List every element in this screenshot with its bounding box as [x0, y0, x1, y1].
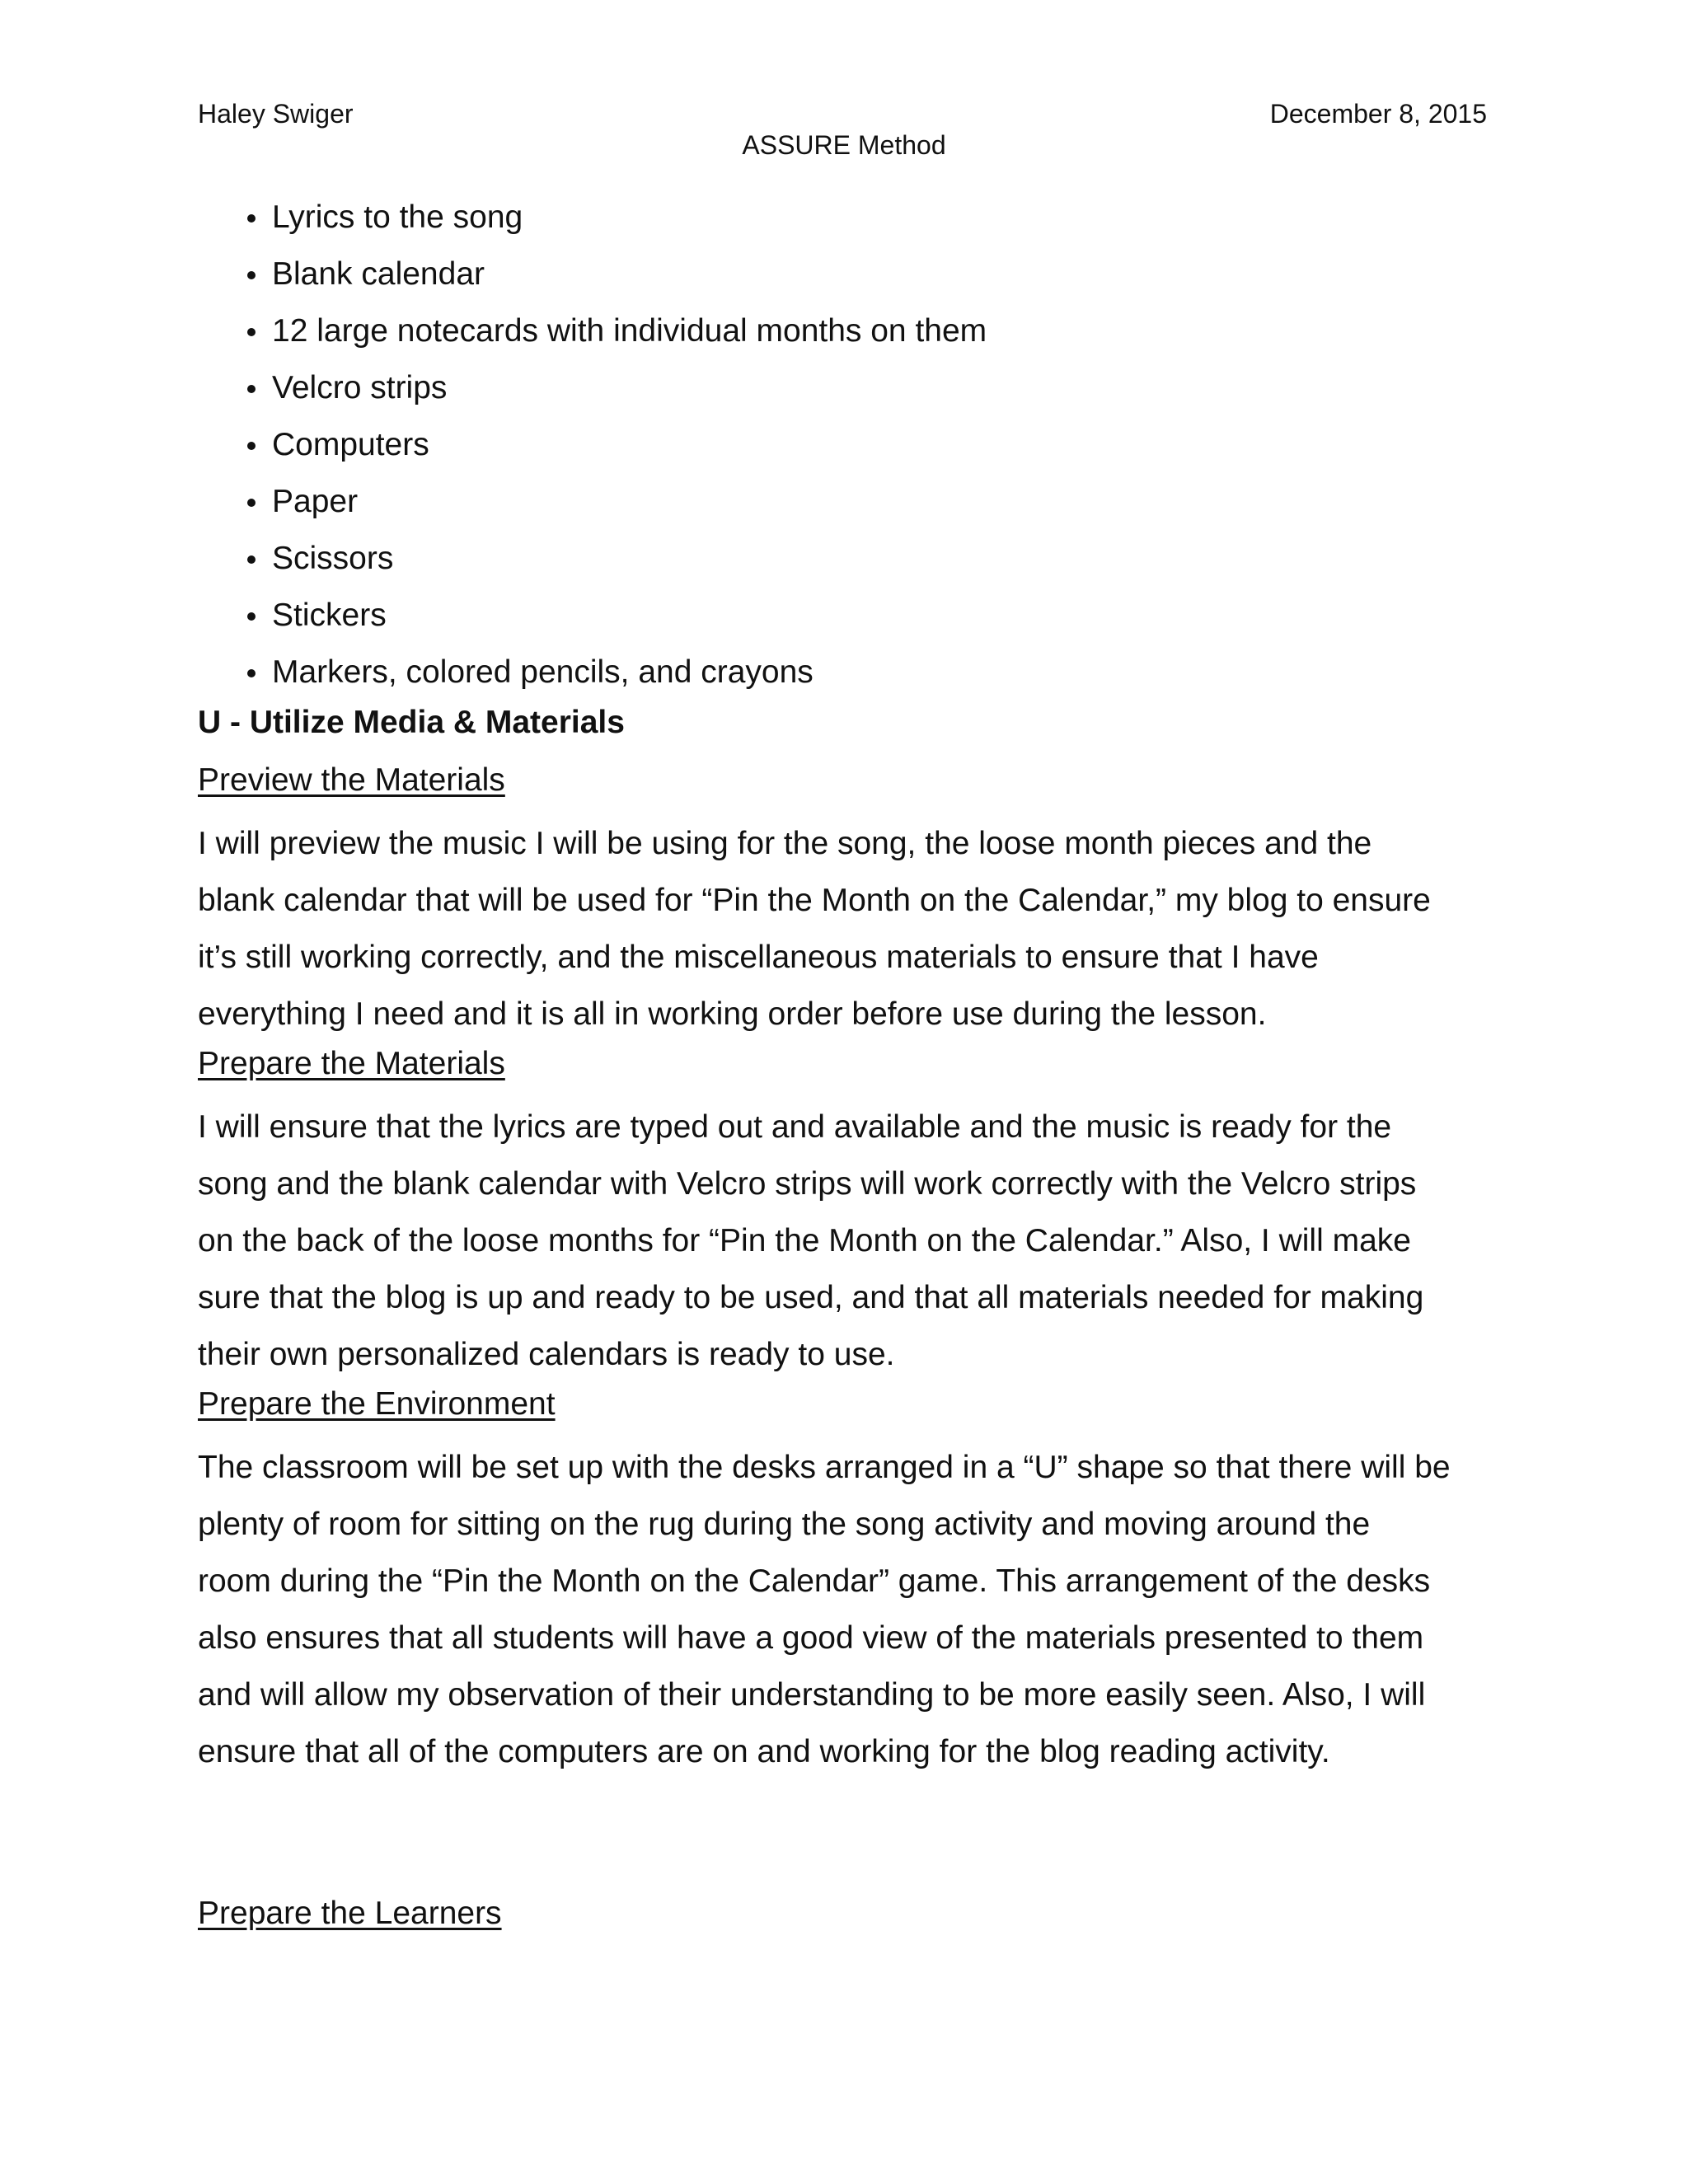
paragraph-prepare-materials [198, 1099, 1500, 1383]
list-item: Markers, colored pencils, and crayons [198, 651, 1500, 708]
paragraph-line: also ensures that all students will have a good view of the materials presented to them [198, 1620, 1424, 1656]
subheading-prepare-materials: Prepare the Materials [198, 1046, 505, 1081]
blank-space [198, 1780, 1500, 1892]
paragraph-prepare-environment [198, 1439, 1500, 1780]
list-item: Velcro strips [198, 367, 1500, 424]
list-item: Lyrics to the song [198, 196, 1500, 253]
bullet-icon [247, 214, 256, 223]
paragraph-line: it’s still working correctly, and the miscellaneous materials to ensure that I have [198, 940, 1319, 975]
bullet-icon [247, 499, 256, 507]
bullet-icon [247, 385, 256, 393]
bullet-icon [247, 555, 256, 564]
bullet-icon [247, 612, 256, 621]
section-heading-utilize: U - Utilize Media & Materials [198, 705, 625, 740]
subheading-prepare-learners: Prepare the Learners [198, 1896, 502, 1931]
paragraph-preview-materials [198, 815, 1500, 1043]
bullet-icon [247, 328, 256, 336]
paragraph-line: The classroom will be set up with the desks arranged in a “U” shape so that there will be [198, 1450, 1451, 1485]
bullet-icon [247, 271, 256, 279]
paragraph-line: I will preview the music I will be using for the song, the loose month pieces and the [198, 826, 1372, 861]
header-date: December 8, 2015 [1269, 99, 1487, 129]
paragraph-line: sure that the blog is up and ready to be used, and that all materials needed for making [198, 1280, 1424, 1315]
list-item: Blank calendar [198, 253, 1500, 310]
list-item: Scissors [198, 537, 1500, 594]
paragraph-line: everything I need and it is all in working order before use during the lesson. [198, 996, 1267, 1032]
bullet-icon [247, 669, 256, 677]
subheading-preview-materials: Preview the Materials [198, 762, 505, 798]
list-item: 12 large notecards with individual months on them [198, 310, 1500, 367]
paragraph-line: plenty of room for sitting on the rug during the song activity and moving around the [198, 1507, 1371, 1542]
header-author: Haley Swiger [198, 99, 354, 129]
paragraph-line: their own personalized calendars is ready to use. [198, 1337, 895, 1372]
bullet-icon [247, 442, 256, 450]
list-item: Computers [198, 424, 1500, 480]
paragraph-line: song and the blank calendar with Velcro strips will work correctly with the Velcro strips [198, 1166, 1417, 1202]
paragraph-line: I will ensure that the lyrics are typed out and available and the music is ready for the [198, 1109, 1392, 1145]
paragraph-line: room during the “Pin the Month on the Calendar” game. This arrangement of the desks [198, 1563, 1431, 1599]
list-item: Stickers [198, 594, 1500, 651]
list-item: Paper [198, 480, 1500, 537]
document-body [198, 196, 1500, 1948]
paragraph-line: blank calendar that will be used for “Pin the Month on the Calendar,” my blog to ensure [198, 883, 1431, 918]
paragraph-line: and will allow my observation of their understanding to be more easily seen. Also, I will [198, 1677, 1426, 1713]
header-title: ASSURE Method [742, 130, 946, 160]
paragraph-line: ensure that all of the computers are on and working for the blog reading activity. [198, 1734, 1330, 1769]
paragraph-line: on the back of the loose months for “Pin the Month on the Calendar.” Also, I will make [198, 1223, 1411, 1258]
subheading-prepare-environment: Prepare the Environment [198, 1386, 556, 1422]
materials-list [198, 196, 1500, 708]
